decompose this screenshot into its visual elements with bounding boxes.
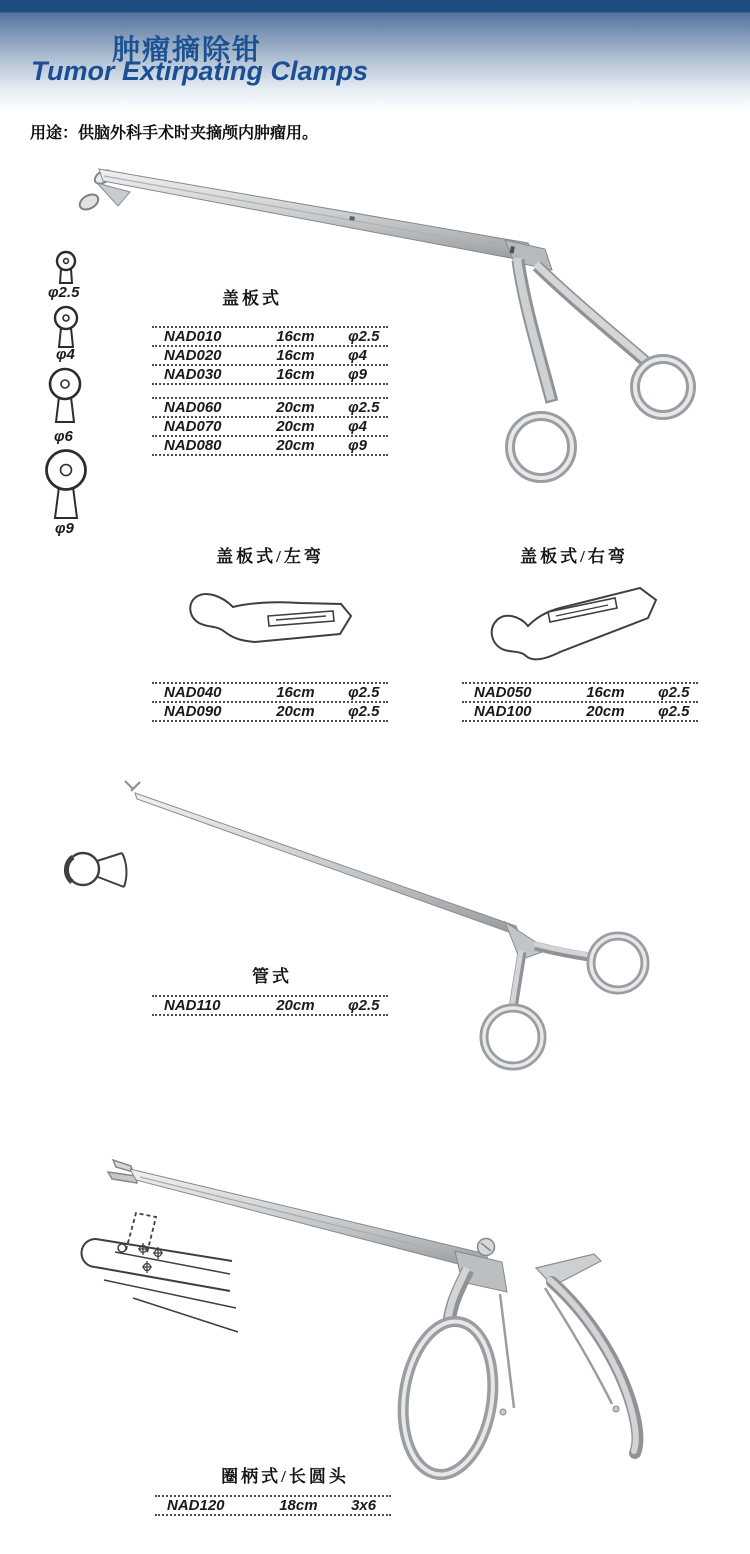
instrument-photo-tube-type (125, 781, 645, 1066)
blade-drawing-left-curve (190, 594, 351, 642)
blade-drawing-right-curve (492, 588, 656, 659)
product-spec: φ9 (348, 366, 367, 383)
tip-icon-9 (47, 451, 86, 519)
tip-label-6: φ6 (54, 428, 73, 445)
table-row (152, 399, 388, 418)
product-code: NAD010 (164, 328, 222, 345)
table-row (152, 703, 388, 722)
section-title-ring-handle: 圈柄式/长圆头 (221, 1467, 349, 1486)
tip-size-icons (47, 252, 86, 537)
product-spec: 3x6 (351, 1497, 377, 1514)
product-code: NAD120 (167, 1497, 225, 1514)
spec-table-right-curve (462, 682, 698, 722)
table-group-gap (152, 385, 388, 397)
section-title-right-curve: 盖板式/右弯 (520, 547, 628, 566)
spec-table-left-curve (152, 682, 388, 722)
table-row (152, 347, 388, 366)
tip-label-2-5: φ2.5 (48, 284, 80, 301)
product-code: NAD070 (164, 418, 222, 435)
table-row (152, 997, 388, 1016)
spec-table-cover-plate (152, 326, 388, 456)
product-spec: φ4 (348, 347, 367, 364)
product-code: NAD040 (164, 684, 222, 701)
product-spec: φ4 (348, 418, 367, 435)
table-row (155, 1497, 391, 1516)
product-length: 20cm (276, 997, 315, 1014)
product-code: NAD060 (164, 399, 222, 416)
product-code: NAD100 (474, 703, 532, 720)
usage-description: 用途：供脑外科手术时夹摘颅内肿瘤用。 (30, 125, 319, 142)
table-row (152, 328, 388, 347)
section-title-left-curve: 盖板式/左弯 (216, 547, 324, 566)
section-title-cover-plate: 盖板式 (222, 289, 282, 308)
product-spec: φ2.5 (348, 328, 380, 345)
table-row (152, 437, 388, 456)
section-title-tube: 管式 (252, 967, 292, 986)
product-spec: φ2.5 (348, 399, 380, 416)
page-title-chinese: 肿瘤摘除钳 (112, 34, 263, 65)
table-row (462, 684, 698, 703)
table-row (152, 684, 388, 703)
tip-icon-2-5 (57, 252, 75, 283)
product-length: 16cm (276, 366, 315, 383)
product-length: 20cm (276, 703, 315, 720)
spec-table-tube (152, 995, 388, 1016)
product-spec: φ9 (348, 437, 367, 454)
product-length: 16cm (276, 347, 315, 364)
tip-label-9: φ9 (55, 520, 74, 537)
jaw-detail-drawing (81, 1213, 238, 1332)
product-length: 20cm (276, 437, 315, 454)
product-code: NAD050 (474, 684, 532, 701)
product-code: NAD030 (164, 366, 222, 383)
page-title-english: Tumor Extirpating Clamps (31, 56, 369, 86)
product-length: 20cm (586, 703, 625, 720)
product-spec: φ2.5 (348, 703, 380, 720)
table-row (152, 366, 388, 385)
product-length: 16cm (276, 684, 315, 701)
table-row (152, 418, 388, 437)
tip-icon-6 (50, 369, 80, 422)
product-length: 20cm (276, 399, 315, 416)
spec-table-ring-handle (155, 1495, 391, 1516)
product-code: NAD090 (164, 703, 222, 720)
product-length: 16cm (586, 684, 625, 701)
tip-icon-4 (55, 307, 77, 347)
table-row (462, 703, 698, 722)
product-length: 18cm (279, 1497, 318, 1514)
product-code: NAD110 (164, 997, 221, 1014)
product-spec: φ2.5 (348, 684, 380, 701)
tube-tip-drawing (66, 853, 126, 887)
product-code: NAD080 (164, 437, 222, 454)
product-length: 20cm (276, 418, 315, 435)
product-length: 16cm (276, 328, 315, 345)
product-spec: φ2.5 (658, 703, 690, 720)
instrument-photo-ring-handle (108, 1160, 637, 1480)
product-spec: φ2.5 (348, 997, 380, 1014)
product-code: NAD020 (164, 347, 222, 364)
tip-label-4: φ4 (56, 346, 75, 363)
product-spec: φ2.5 (658, 684, 690, 701)
